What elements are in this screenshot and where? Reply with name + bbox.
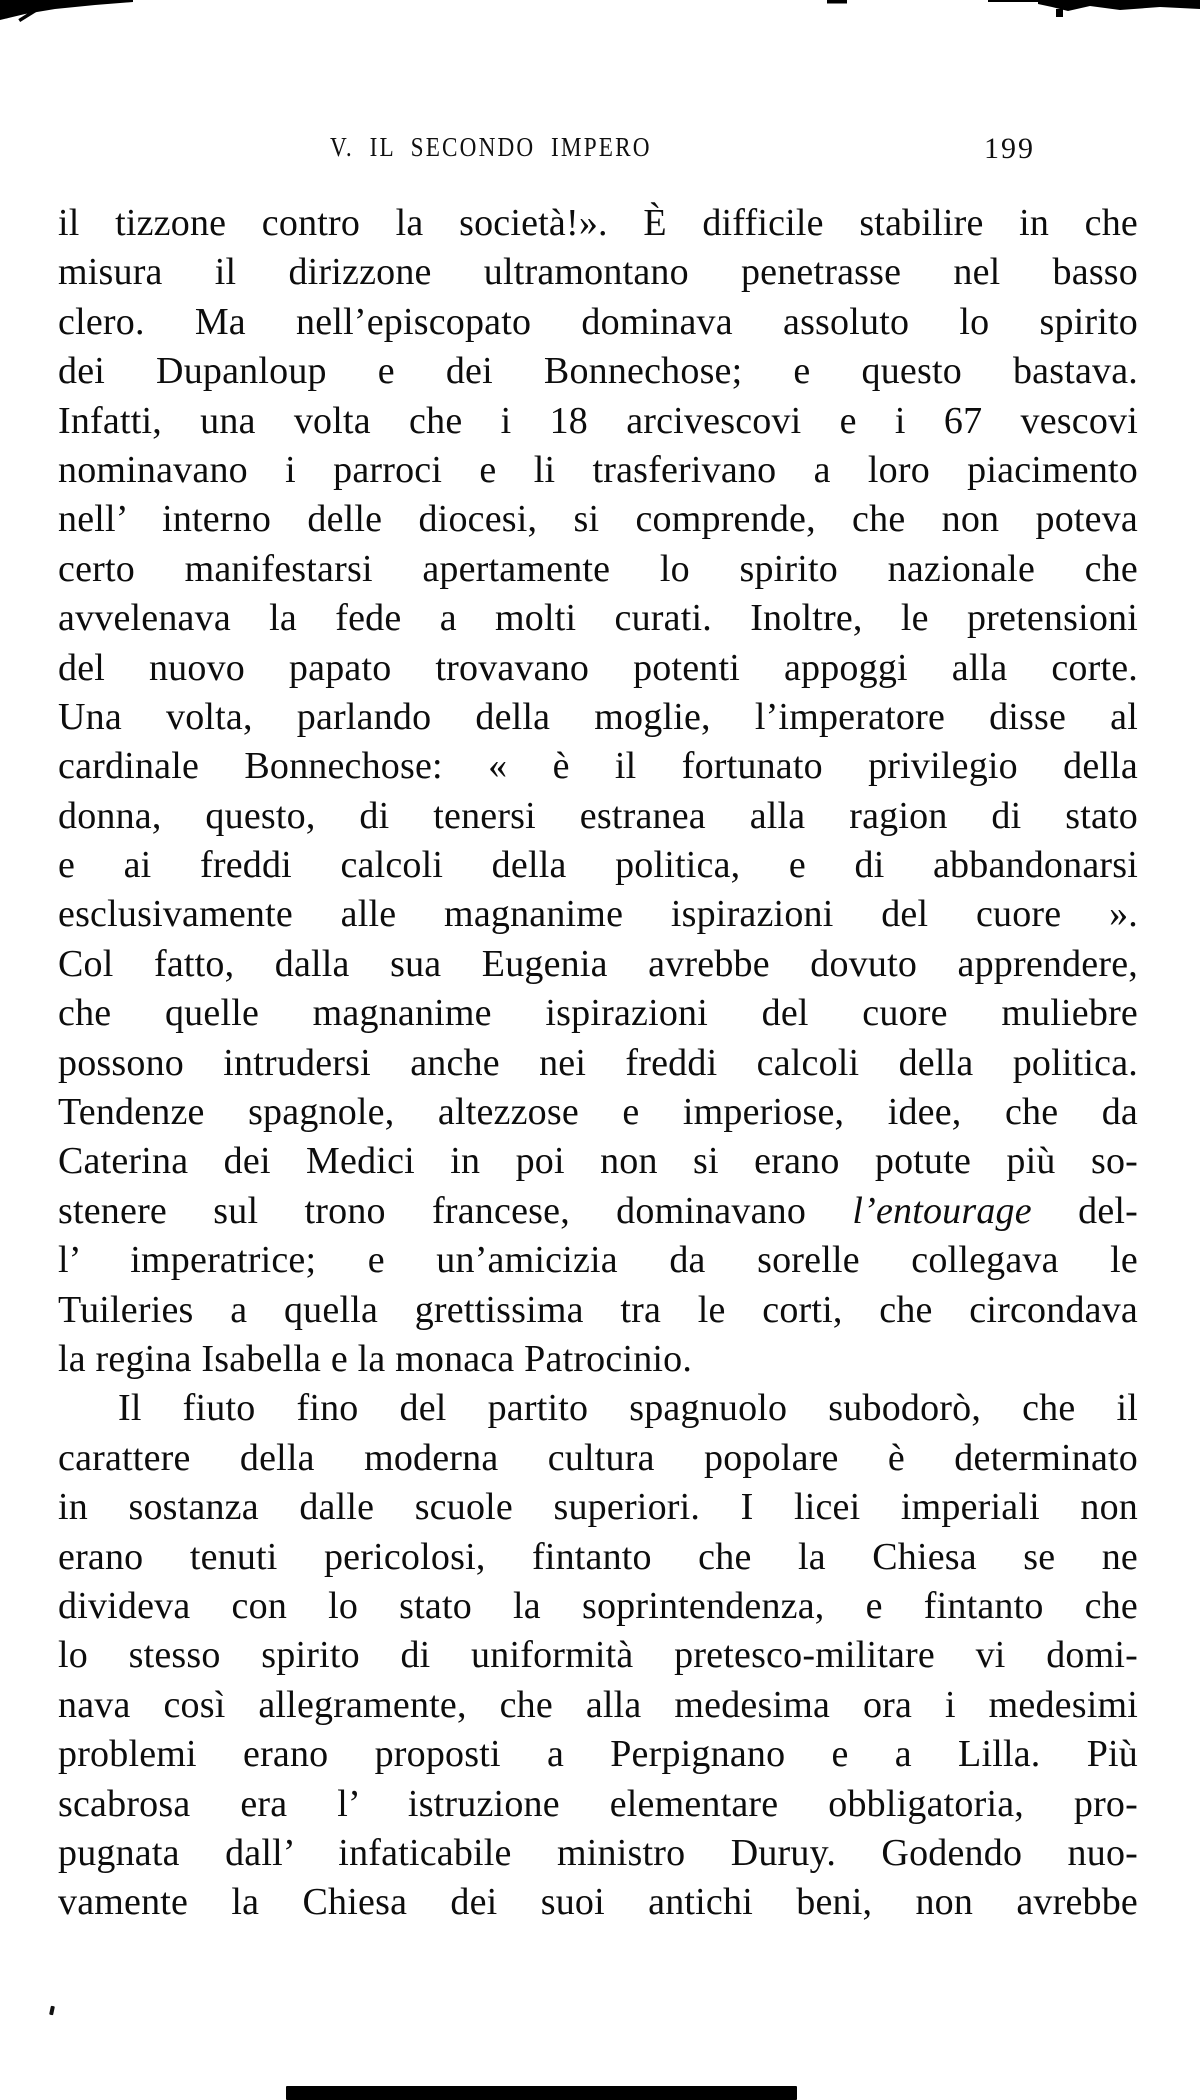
- text-segment: Col fatto, dalla sua Eugenia avrebbe dovuto apprendere,: [58, 942, 1138, 985]
- text-segment: del-: [1031, 1189, 1138, 1232]
- text-line: [58, 890, 1138, 939]
- text-segment: carattere della moderna cultura popolare è determinato: [58, 1436, 1138, 1479]
- text-segment: dei Dupanloup e dei Bonnechose; e questo bastava.: [58, 350, 1138, 393]
- text-segment: nell’ interno delle diocesi, si comprende, che non poteva: [58, 498, 1138, 541]
- text-segment: clero. Ma nell’episcopato dominava assoluto lo spirito: [58, 300, 1138, 343]
- text-line: [58, 792, 1138, 841]
- text-line: [58, 347, 1138, 396]
- italic-text: l’entourage: [852, 1189, 1032, 1232]
- text-segment: la regina Isabella e la monaca Patrocinio.: [58, 1337, 693, 1380]
- text-segment: avvelenava la fede a molti curati. Inoltre, le pretensioni: [58, 597, 1138, 640]
- text-segment: nava così allegramente, che alla medesima ora i medesimi: [58, 1683, 1138, 1726]
- text-line: [58, 1236, 1138, 1285]
- text-segment: lo stesso spirito di uniformità pretesco-militare vi domi-: [58, 1634, 1138, 1677]
- text-segment: problemi erano proposti a Perpignano e a Lilla. Più: [58, 1733, 1138, 1776]
- text-segment: e ai freddi calcoli della politica, e di abbandonarsi: [58, 844, 1138, 887]
- text-segment: erano tenuti pericolosi, fintanto che la Chiesa se ne: [58, 1535, 1138, 1578]
- text-line: [58, 545, 1138, 594]
- text-segment: Tendenze spagnole, altezzose e imperiose, idee, che da: [58, 1091, 1138, 1134]
- text-segment: che quelle magnanime ispirazioni del cuore muliebre: [58, 992, 1138, 1035]
- text-segment: scabrosa era l’ istruzione elementare obbligatoria, pro-: [58, 1782, 1138, 1825]
- text-line: [58, 742, 1138, 791]
- page-number: 199: [984, 132, 1035, 165]
- text-line: [58, 1730, 1138, 1779]
- text-segment: Il fiuto fino del partito spagnuolo subodorò, che il: [118, 1387, 1138, 1430]
- text-line: [58, 1137, 1138, 1186]
- text-segment: stenere sul trono francese, dominavano: [58, 1189, 853, 1232]
- text-segment: Una volta, parlando della moglie, l’imperatore disse al: [58, 695, 1138, 738]
- text-segment: Infatti, una volta che i 18 arcivescovi e i 67 vescovi: [58, 399, 1138, 442]
- text-line: [58, 644, 1138, 693]
- running-head-title: V. IL SECONDO IMPERO: [330, 132, 652, 162]
- text-segment: cardinale Bonnechose: « è il fortunato privilegio della: [58, 745, 1138, 788]
- text-segment: il tizzone contro la società!». È difficile stabilire in che: [58, 202, 1138, 244]
- text-line: [58, 446, 1138, 495]
- text-line: [58, 1384, 1138, 1433]
- text-line: [58, 199, 1138, 248]
- text-segment: possono intrudersi anche nei freddi calcoli della politica.: [58, 1041, 1138, 1084]
- text-segment: divideva con lo stato la soprintendenza, e fintanto che: [58, 1584, 1138, 1627]
- text-line: [58, 989, 1138, 1038]
- text-segment: esclusivamente alle magnanime ispirazioni del cuore ».: [58, 893, 1138, 936]
- text-line: [58, 1681, 1138, 1730]
- text-line: [58, 1582, 1138, 1631]
- text-line: [58, 1878, 1138, 1927]
- text-segment: misura il dirizzone ultramontano penetrasse nel basso: [58, 251, 1138, 294]
- text-line: [58, 1533, 1138, 1582]
- text-line: [58, 1187, 1138, 1236]
- text-segment: Tuileries a quella grettissima tra le corti, che circondava: [58, 1288, 1138, 1331]
- scan-artifact-top-band: [0, 0, 1200, 28]
- text-segment: del nuovo papato trovavano potenti appoggi alla corte.: [58, 646, 1138, 689]
- text-segment: certo manifestarsi apertamente lo spirito nazionale che: [58, 547, 1138, 590]
- text-line: [58, 1483, 1138, 1532]
- text-segment: donna, questo, di tenersi estranea alla ragion di stato: [58, 794, 1138, 837]
- text-line: [58, 1829, 1138, 1878]
- scan-artifact-bottom-bar: [286, 2086, 797, 2100]
- text-block: [58, 199, 1138, 1928]
- text-line: [58, 1088, 1138, 1137]
- text-line: [58, 594, 1138, 643]
- text-line: [58, 1039, 1138, 1088]
- text-line: [58, 841, 1138, 890]
- scan-artifact-speck: [49, 2006, 55, 2016]
- text-segment: in sostanza dalle scuole superiori. I licei imperiali non: [58, 1486, 1138, 1529]
- text-line: [58, 397, 1138, 446]
- text-segment: vamente la Chiesa dei suoi antichi beni, non avrebbe: [58, 1881, 1138, 1924]
- text-line: [58, 940, 1138, 989]
- text-line: [58, 298, 1138, 347]
- text-line: [58, 248, 1138, 297]
- text-line: [58, 495, 1138, 544]
- text-line: [58, 693, 1138, 742]
- text-segment: Caterina dei Medici in poi non si erano potute più so-: [58, 1140, 1138, 1183]
- text-segment: l’ imperatrice; e un’amicizia da sorelle collegava le: [58, 1239, 1138, 1282]
- text-line: [58, 1780, 1138, 1829]
- text-line: [58, 1286, 1138, 1335]
- text-line: [58, 1335, 1138, 1384]
- text-segment: pugnata dall’ infaticabile ministro Duruy. Godendo nuo-: [58, 1831, 1138, 1874]
- text-segment: nominavano i parroci e li trasferivano a loro piacimento: [58, 448, 1138, 491]
- text-line: [58, 1631, 1138, 1680]
- text-line: [58, 1434, 1138, 1483]
